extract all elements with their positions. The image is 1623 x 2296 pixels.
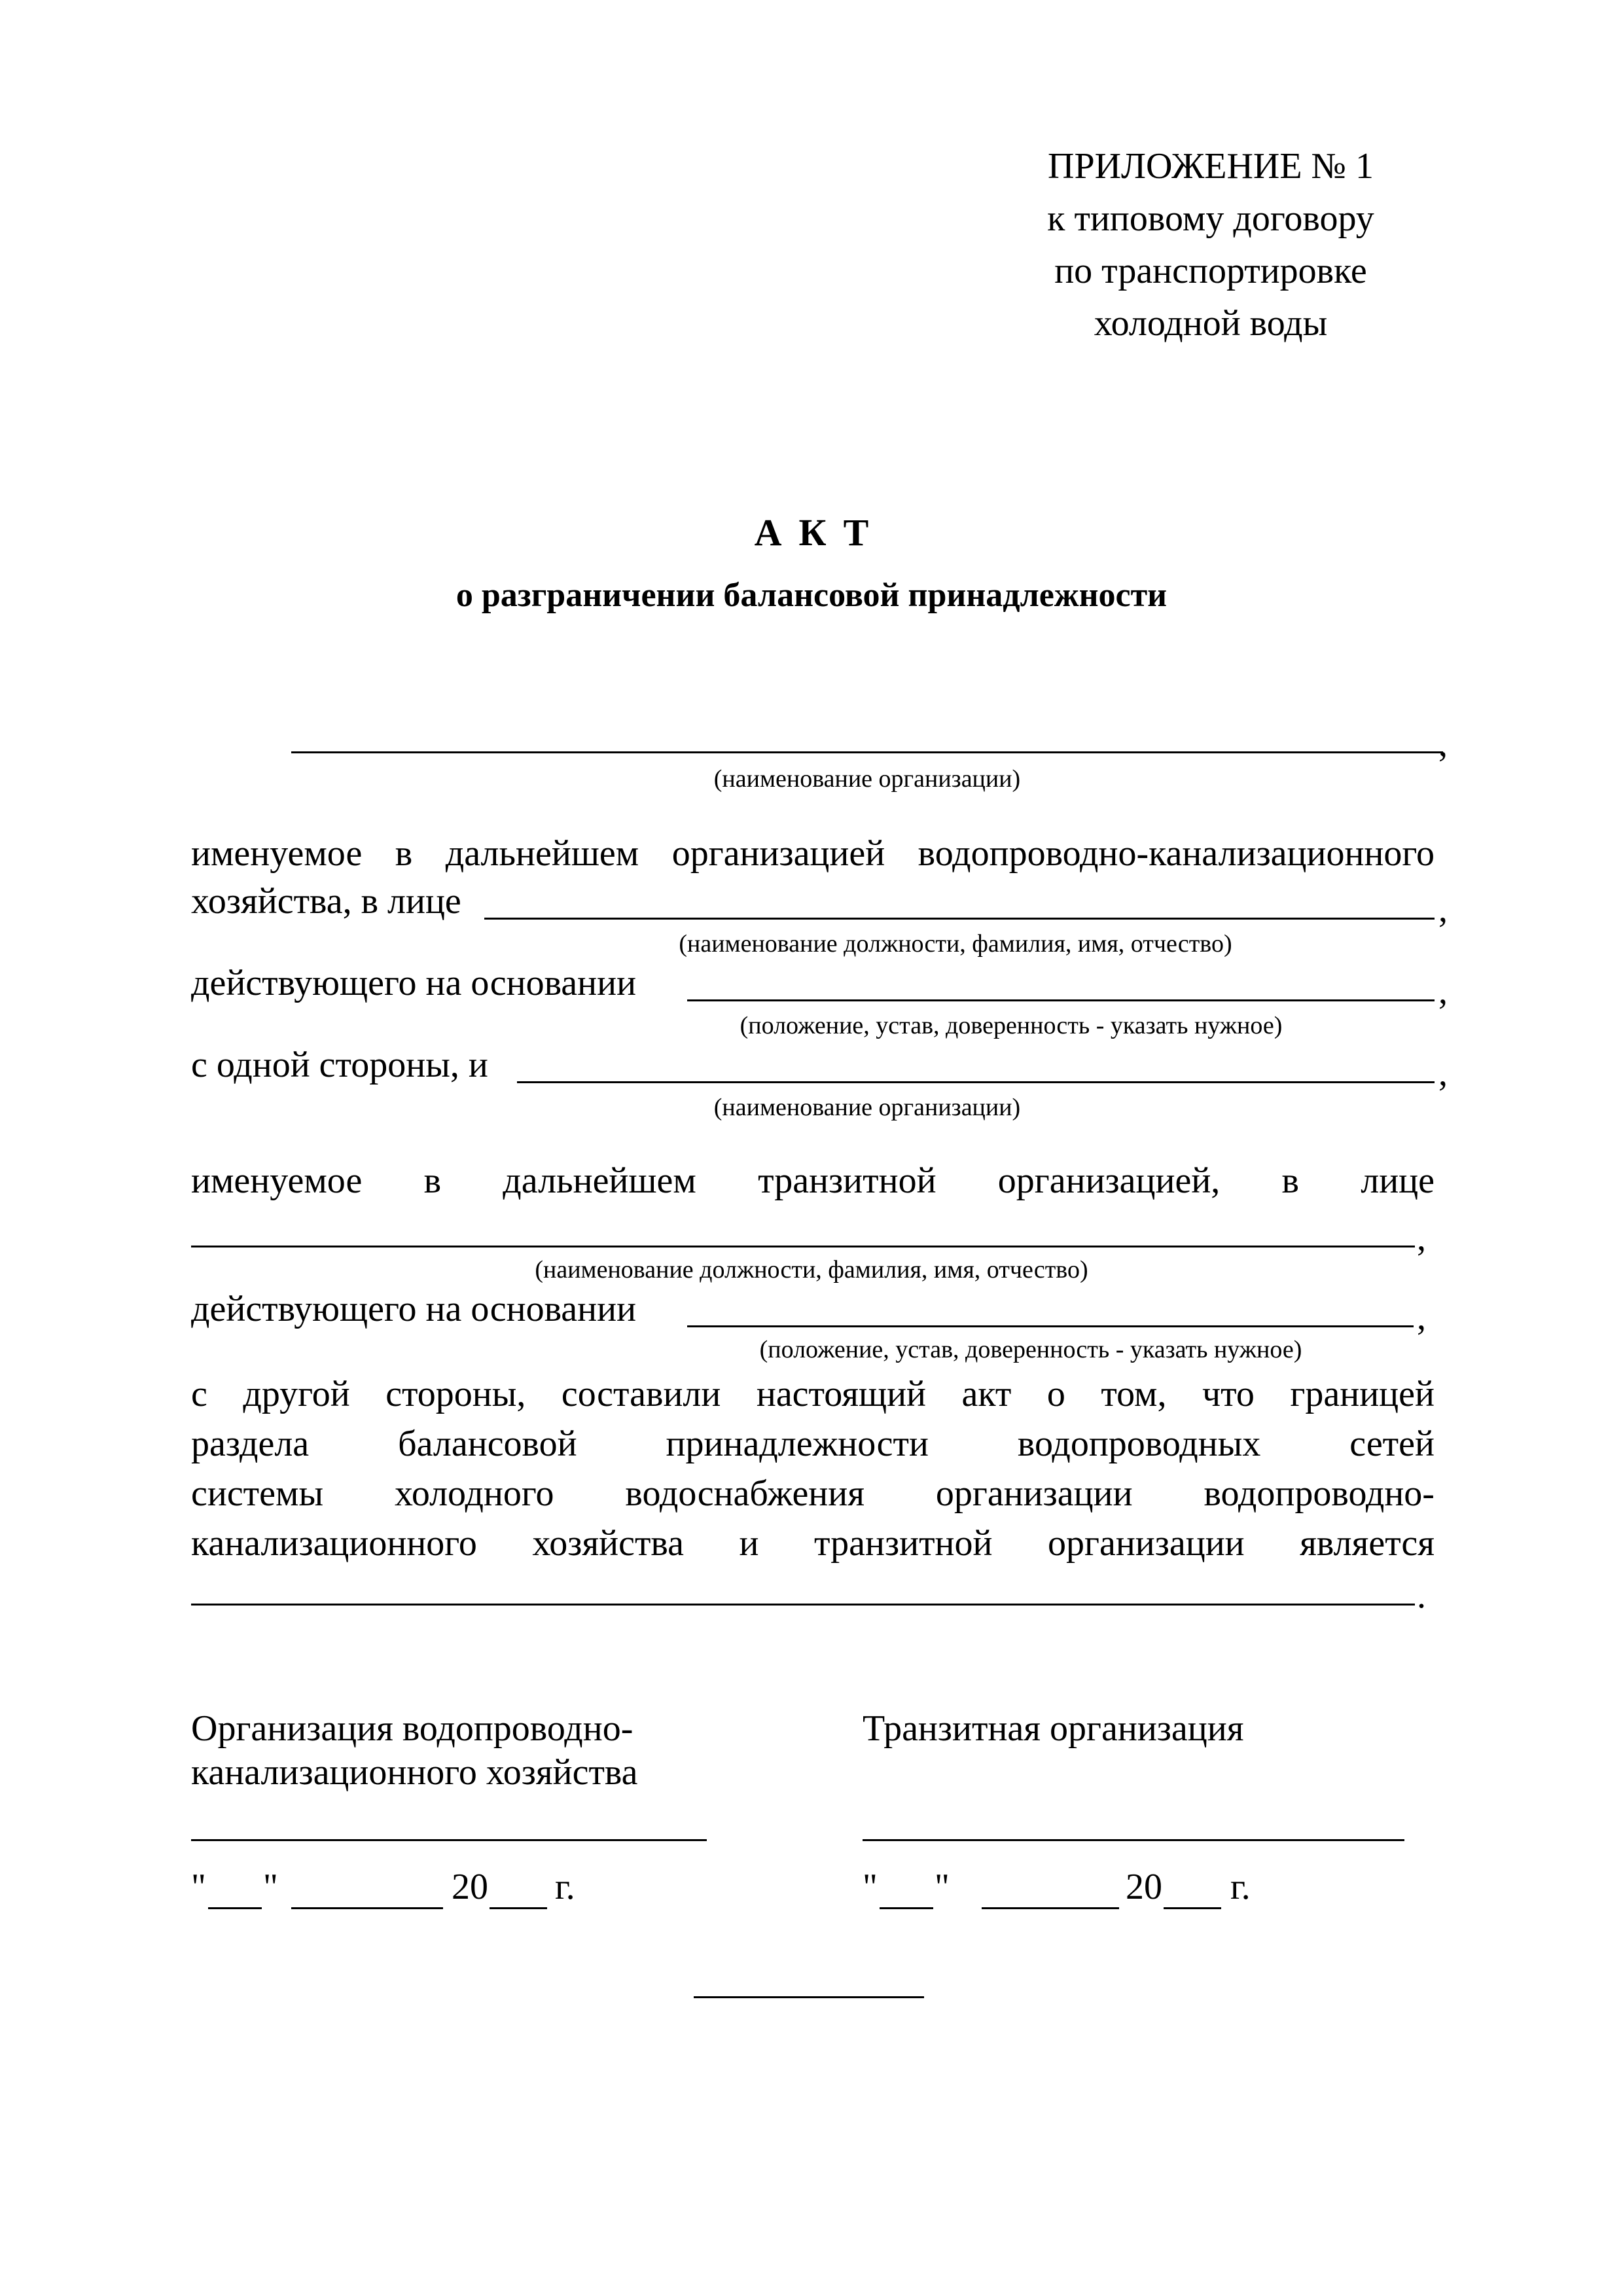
right-signature-field[interactable]	[863, 1839, 1404, 1841]
date-suffix: г.	[555, 1867, 575, 1907]
word: с	[191, 1374, 207, 1414]
word: является	[1300, 1523, 1435, 1564]
one-side-label: с одной стороны, и	[191, 1045, 488, 1085]
document-subtitle: о разграничении балансовой принадлежности	[455, 577, 1168, 614]
left-month-field[interactable]	[291, 1907, 443, 1909]
date-year-prefix: 20	[1126, 1867, 1162, 1907]
transit-person-field[interactable]	[191, 1246, 1415, 1247]
word: организации	[935, 1473, 1133, 1514]
appendix-title: ПРИЛОЖЕНИЕ № 1	[1048, 146, 1374, 187]
word: дальнейшем	[503, 1160, 696, 1201]
paragraph-line	[191, 1423, 1435, 1465]
date-quote: "	[263, 1867, 278, 1907]
word: составили	[561, 1374, 721, 1414]
word: настоящий	[756, 1374, 927, 1414]
word: раздела	[191, 1424, 310, 1464]
comma: ,	[1438, 1053, 1448, 1094]
left-party-title: Организация водопроводно-	[191, 1708, 633, 1749]
hint-org-name: (наименование организации)	[713, 765, 1021, 793]
boundary-field[interactable]	[191, 1604, 1415, 1605]
hint-org-name: (наименование организации)	[713, 1094, 1021, 1121]
word: организацией,	[997, 1160, 1221, 1201]
person-name-field[interactable]	[484, 918, 1435, 920]
date-quote: "	[191, 1867, 206, 1907]
date-quote: "	[935, 1867, 950, 1907]
word: организации	[1048, 1523, 1245, 1564]
word: именуемое	[191, 1160, 363, 1201]
paragraph-text: именуемое в дальнейшем организацией водопроводно-канализационного	[191, 833, 1435, 874]
paragraph-line	[191, 1160, 1435, 1202]
right-party-title: Транзитная организация	[863, 1708, 1244, 1749]
word: канализационного	[191, 1523, 477, 1564]
word: в	[423, 1160, 442, 1201]
period: .	[1417, 1575, 1426, 1616]
org-name-field[interactable]	[291, 751, 1443, 753]
word: холодного	[394, 1473, 554, 1514]
word: балансовой	[398, 1424, 577, 1464]
word: системы	[191, 1473, 324, 1514]
hint-basis: (положение, устав, доверенность - указать нужное)	[740, 1012, 1283, 1039]
left-signature-field[interactable]	[191, 1839, 707, 1841]
comma: ,	[1438, 971, 1448, 1012]
date-year-prefix: 20	[452, 1867, 488, 1907]
right-year-field[interactable]	[1164, 1907, 1221, 1909]
word: акт	[961, 1374, 1012, 1414]
hint-basis: (положение, устав, доверенность - указать нужное)	[759, 1336, 1302, 1363]
word: принадлежности	[666, 1424, 929, 1464]
right-day-field[interactable]	[880, 1907, 933, 1909]
document-title: АКТ	[754, 511, 886, 554]
appendix-line: холодной воды	[1094, 303, 1328, 344]
word: транзитной	[758, 1160, 936, 1201]
word: том,	[1101, 1374, 1167, 1414]
word: стороны,	[385, 1374, 526, 1414]
word: о	[1046, 1374, 1065, 1414]
word: водоснабжения	[625, 1473, 865, 1514]
word: и	[739, 1523, 759, 1564]
paragraph-line	[191, 1473, 1435, 1515]
comma: ,	[1417, 1218, 1426, 1259]
word: сетей	[1349, 1424, 1435, 1464]
word: водопроводно-	[1204, 1473, 1435, 1514]
acting-basis-label: действующего на основании	[191, 963, 637, 1003]
word: водопроводных	[1017, 1424, 1261, 1464]
word: другой	[243, 1374, 350, 1414]
comma: ,	[1438, 889, 1448, 930]
acting-basis-label: действующего на основании	[191, 1289, 637, 1329]
basis-field[interactable]	[687, 1325, 1414, 1327]
word: лице	[1361, 1160, 1435, 1201]
comma: ,	[1417, 1297, 1426, 1338]
appendix-block	[1008, 140, 1414, 350]
left-party-title: канализационного хозяйства	[191, 1752, 638, 1793]
date-quote: "	[863, 1867, 878, 1907]
left-day-field[interactable]	[208, 1907, 262, 1909]
word: транзитной	[814, 1523, 993, 1564]
hint-person: (наименование должности, фамилия, имя, отчество)	[535, 1256, 1088, 1283]
basis-field[interactable]	[687, 999, 1435, 1001]
appendix-line: по транспортировке	[1054, 251, 1367, 291]
paragraph-line	[191, 1373, 1435, 1415]
word: хозяйства	[532, 1523, 684, 1564]
in-person-label: хозяйства, в лице	[191, 881, 461, 922]
word: что	[1202, 1374, 1255, 1414]
word: в	[1281, 1160, 1299, 1201]
hint-person: (наименование должности, фамилия, имя, отчество)	[679, 930, 1232, 958]
word: границей	[1290, 1374, 1435, 1414]
date-suffix: г.	[1230, 1867, 1251, 1907]
closing-separator	[694, 1996, 924, 1998]
comma: ,	[1438, 724, 1448, 764]
appendix-line: к типовому договору	[1047, 198, 1374, 239]
paragraph-line	[191, 1522, 1435, 1564]
right-month-field[interactable]	[982, 1907, 1119, 1909]
paragraph-line	[191, 833, 1435, 874]
left-year-field[interactable]	[490, 1907, 547, 1909]
second-org-field[interactable]	[517, 1081, 1435, 1083]
